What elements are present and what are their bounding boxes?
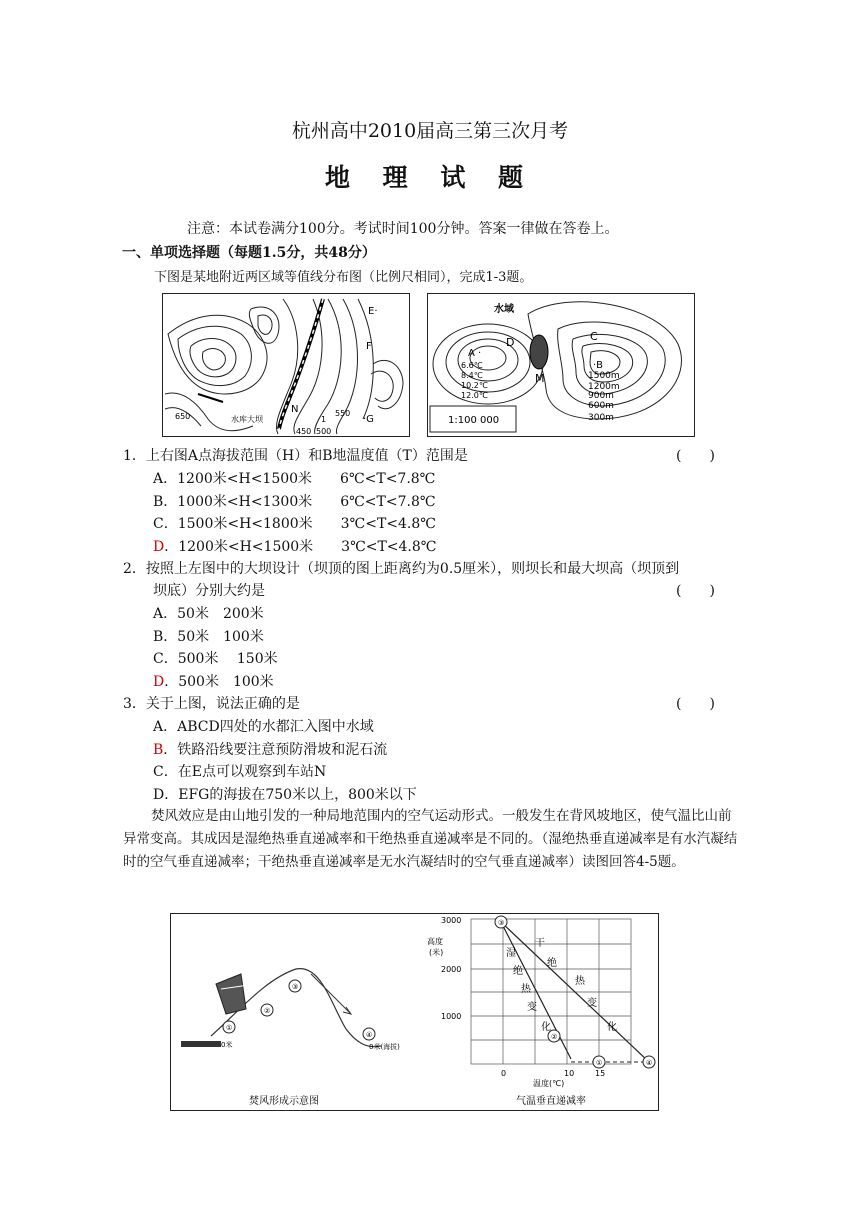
marker-4-right: ④	[646, 1059, 653, 1067]
x-axis-label: 温度(℃)	[533, 1079, 565, 1088]
marker-2-right: ②	[551, 1033, 558, 1041]
question-2-paren: ( )	[676, 583, 715, 599]
label-G: ·G	[363, 414, 374, 425]
label-dam: 水库大坝	[231, 415, 263, 424]
height-1500: 1500m	[588, 371, 620, 381]
wet-label-1: 湿	[506, 948, 516, 959]
question-1-paren: ( )	[676, 448, 715, 464]
section-heading: 一、单项选择题（每题1.5分，共48分）	[122, 245, 376, 261]
paper-title: 杭州高中2010届高三第三次月考	[291, 120, 569, 142]
question-3-stem: 3．关于上图，说法正确的是	[123, 696, 300, 712]
label-650: 650	[175, 412, 191, 421]
label-F: F	[366, 341, 372, 352]
label-0m-sea: 0米(海拔)	[369, 1043, 400, 1051]
temp-2: 8.4℃	[461, 371, 483, 380]
label-0m: 0米	[221, 1041, 233, 1049]
temp-4: 12.0℃	[461, 391, 488, 400]
x-tick-15: 15	[595, 1069, 606, 1078]
label-500: 500	[316, 427, 332, 436]
label-1: 1	[321, 415, 327, 424]
contour-map-left	[162, 293, 410, 437]
q3-option-a: A．ABCD四处的水都汇入图中水域	[153, 719, 374, 735]
exam-notice: 注意：本试卷满分100分。考试时间100分钟。答案一律做在答卷上。	[187, 221, 619, 237]
height-900: 900m	[588, 391, 614, 401]
height-300: 300m	[588, 413, 614, 423]
wet-label-3: 热	[521, 984, 531, 995]
label-M: M	[535, 372, 545, 385]
y-tick-3000: 3000	[441, 916, 462, 925]
wet-label-4: 变	[527, 1002, 537, 1013]
paper-subtitle: 地 理 试 题	[324, 163, 536, 192]
y-tick-1000: 1000	[441, 1012, 462, 1021]
wet-label-2: 绝	[513, 966, 523, 977]
foehn-paragraph: 焚风效应是由山地引发的一种局地范围内的空气运动形式。一般发生在背风坡地区，使气温比山前异常变高。其成因是湿绝热垂直递减率和干绝热垂直递减率是不同的。（湿绝热垂直递减率是有水汽凝结时的空气垂直递减率；干绝热垂直递减率是无水汽凝结时的空气垂直递减率）读图回答4-5题。	[123, 808, 738, 870]
marker-3-right: ③	[498, 919, 505, 927]
label-water: 水域	[494, 304, 514, 315]
label-B: ·B	[593, 360, 604, 371]
dry-label-2: 绝	[547, 958, 557, 969]
scale-label: 1:100 000	[448, 415, 500, 426]
label-E: E·	[368, 306, 378, 317]
dry-label-3: 热	[575, 976, 585, 987]
height-600: 600m	[588, 401, 614, 411]
q2-option-c: C．500米 150米	[153, 651, 278, 667]
section-intro: 下图是某地附近两区域等值线分布图（比例尺相同），完成1-3题。	[154, 270, 533, 285]
x-tick-10: 10	[564, 1069, 575, 1078]
x-tick-0: 0	[501, 1069, 507, 1078]
q1-option-b: B．1000米<H<1300米 6℃<T<7.8℃	[153, 494, 436, 510]
q1-option-d: D．1200米<H<1500米 3℃<T<4.8℃	[153, 539, 437, 555]
label-450: 450	[296, 427, 312, 436]
dry-label-4: 变	[587, 998, 597, 1009]
q2-option-a: A．50米 200米	[153, 606, 264, 622]
q3-option-d: D．EFG的海拔在750米以上，800米以下	[153, 787, 417, 803]
label-D: D	[506, 336, 515, 349]
dry-label-1: 干	[535, 938, 545, 949]
q3-option-c: C．在E点可以观察到车站N	[153, 764, 327, 780]
question-2-stem: 2．按照上左图中的大坝设计（坝顶的图上距离约为0.5厘米），则坝长和最大坝高（坝顶到	[123, 561, 680, 577]
temp-3: 10.2℃	[461, 381, 488, 390]
foehn-figure	[170, 913, 659, 1111]
question-3-paren: ( )	[676, 696, 715, 712]
marker-1-left: ①	[226, 1024, 233, 1032]
label-A: A ·	[468, 348, 482, 359]
question-1-stem: 1．上右图A点海拔范围（H）和B地温度值（T）范围是	[123, 448, 468, 464]
q1-option-c: C．1500米<H<1800米 3℃<T<4.8℃	[153, 516, 436, 532]
marker-2-left: ②	[264, 1007, 271, 1015]
marker-4-left: ④	[366, 1031, 373, 1039]
q2-option-d: D．500米 100米	[153, 674, 274, 690]
y-tick-2000: 2000	[441, 965, 462, 974]
right-caption: 气温垂直递减率	[516, 1096, 586, 1107]
label-550: 550	[335, 409, 351, 418]
marker-3-left: ③	[292, 983, 299, 991]
q2-option-b: B．50米 100米	[153, 629, 264, 645]
contour-map-right	[427, 293, 695, 437]
q1-option-a: A．1200米<H<1500米 6℃<T<7.8℃	[153, 471, 436, 487]
q3-option-b: B．铁路沿线要注意预防滑坡和泥石流	[153, 742, 388, 758]
question-2-stem-cont: 坝底）分别大约是	[153, 583, 265, 599]
y-axis-label: 高度(米)	[427, 937, 444, 957]
dry-label-5: 化	[607, 1022, 617, 1033]
wet-label-5: 化	[541, 1022, 551, 1033]
label-C: C	[590, 330, 598, 343]
height-1200: 1200m	[588, 382, 620, 392]
marker-1-right: ①	[596, 1059, 603, 1067]
left-caption: 焚风形成示意图	[249, 1096, 319, 1107]
temp-1: 6.6℃	[461, 361, 483, 370]
label-N: N	[291, 404, 299, 415]
